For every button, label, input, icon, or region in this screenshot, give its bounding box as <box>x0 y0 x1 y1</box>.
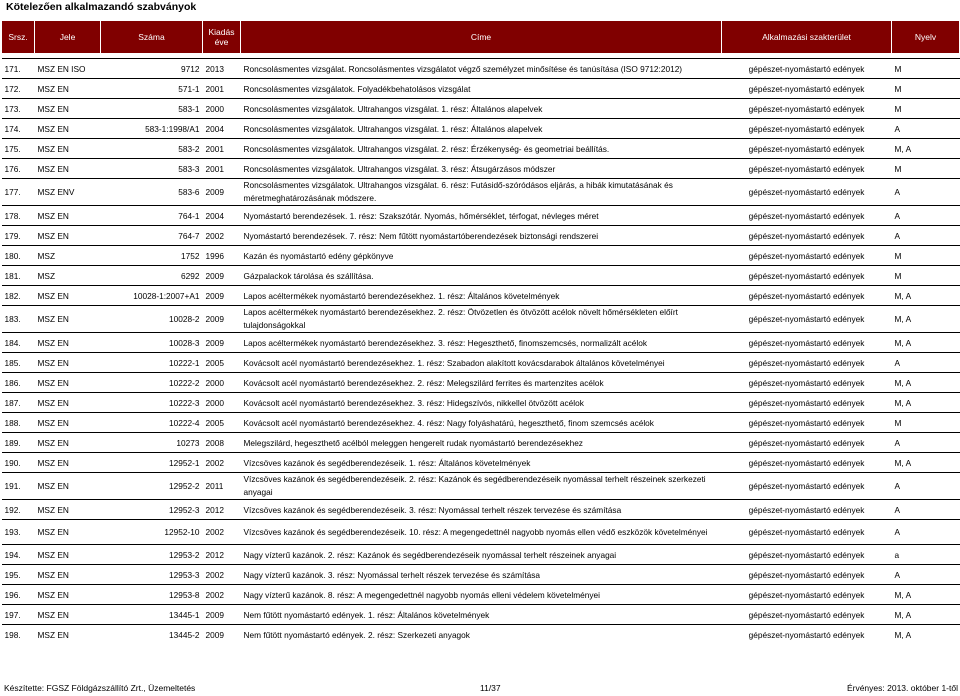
table-row <box>2 413 960 433</box>
cell-issue-year: 2005 <box>203 413 241 433</box>
cell-issue-year: 2002 <box>203 453 241 473</box>
cell-language: M, A <box>892 453 960 473</box>
cell-standard-title: Vízcsöves kazánok és segédberendezéseik. 1. rész: Általános követelmények <box>241 453 722 473</box>
cell-standard-title: Kovácsolt acél nyomástartó berendezésekhez. 3. rész: Hidegszívós, nikkellel ötvözött acélok <box>241 393 722 413</box>
cell-application-field: gépészet-nyomástartó edények <box>722 119 892 139</box>
cell-issue-year: 2002 <box>203 520 241 545</box>
cell-row-number: 183. <box>2 306 35 333</box>
column-header-kiadas-eve: Kiadás éve <box>203 21 241 54</box>
cell-standard-title: Lapos acéltermékek nyomástartó berendezésekhez. 3. rész: Hegeszthető, finomszemcsés, normalizált acélok <box>241 333 722 353</box>
cell-application-field: gépészet-nyomástartó edények <box>722 373 892 393</box>
cell-issue-year: 2001 <box>203 139 241 159</box>
cell-standard-title: Kazán és nyomástartó edény gépkönyve <box>241 246 722 266</box>
cell-application-field: gépészet-nyomástartó edények <box>722 266 892 286</box>
cell-standard-prefix: MSZ EN <box>35 565 101 585</box>
cell-issue-year: 2009 <box>203 333 241 353</box>
cell-standard-prefix: MSZ EN <box>35 520 101 545</box>
footer-validity: Érvényes: 2013. október 1-től <box>846 683 958 693</box>
cell-row-number: 178. <box>2 206 35 226</box>
cell-issue-year: 2005 <box>203 353 241 373</box>
table-row <box>2 306 960 333</box>
cell-standard-title: Kovácsolt acél nyomástartó berendezésekhez. 4. rész: Nagy folyáshatárú, hegeszthető, finom szemcsés acélok <box>241 413 722 433</box>
cell-language: A <box>892 179 960 206</box>
table-row <box>2 585 960 605</box>
cell-standard-title: Vízcsöves kazánok és segédberendezéseik. 3. rész: Nyomással terhelt részek tervezése és számítása <box>241 500 722 520</box>
cell-row-number: 187. <box>2 393 35 413</box>
cell-standard-prefix: MSZ EN <box>35 393 101 413</box>
cell-standard-number: 12952-2 <box>101 473 203 500</box>
cell-standard-title: Roncsolásmentes vizsgálatok. Ultrahangos vizsgálat. 2. rész: Érzékenység- és geometriai beállítás. <box>241 139 722 159</box>
table-row <box>2 545 960 565</box>
cell-application-field: gépészet-nyomástartó edények <box>722 59 892 79</box>
cell-issue-year: 2009 <box>203 179 241 206</box>
cell-row-number: 177. <box>2 179 35 206</box>
cell-standard-number: 12953-2 <box>101 545 203 565</box>
table-row <box>2 453 960 473</box>
cell-row-number: 185. <box>2 353 35 373</box>
footer-page-number: 11/37 <box>480 683 501 693</box>
cell-standard-number: 583-3 <box>101 159 203 179</box>
cell-standard-prefix: MSZ EN <box>35 119 101 139</box>
cell-standard-number: 6292 <box>101 266 203 286</box>
cell-language: A <box>892 565 960 585</box>
cell-standard-prefix: MSZ EN <box>35 500 101 520</box>
cell-standard-prefix: MSZ EN <box>35 433 101 453</box>
table-row <box>2 373 960 393</box>
cell-application-field: gépészet-nyomástartó edények <box>722 520 892 545</box>
cell-language: M <box>892 99 960 119</box>
cell-row-number: 173. <box>2 99 35 119</box>
cell-standard-number: 583-6 <box>101 179 203 206</box>
cell-issue-year: 2000 <box>203 99 241 119</box>
cell-application-field: gépészet-nyomástartó edények <box>722 453 892 473</box>
cell-application-field: gépészet-nyomástartó edények <box>722 565 892 585</box>
cell-application-field: gépészet-nyomástartó edények <box>722 306 892 333</box>
cell-standard-prefix: MSZ EN <box>35 605 101 625</box>
cell-standard-prefix: MSZ EN <box>35 585 101 605</box>
cell-standard-prefix: MSZ EN <box>35 139 101 159</box>
cell-standard-number: 764-7 <box>101 226 203 246</box>
column-header-szakterulet: Alkalmazási szakterület <box>722 21 892 54</box>
standards-table <box>1 20 960 644</box>
cell-standard-number: 10222-1 <box>101 353 203 373</box>
cell-row-number: 191. <box>2 473 35 500</box>
cell-issue-year: 2013 <box>203 59 241 79</box>
cell-row-number: 176. <box>2 159 35 179</box>
cell-application-field: gépészet-nyomástartó edények <box>722 159 892 179</box>
cell-application-field: gépészet-nyomástartó edények <box>722 545 892 565</box>
cell-standard-number: 10028-2 <box>101 306 203 333</box>
table-row <box>2 159 960 179</box>
cell-standard-number: 10222-3 <box>101 393 203 413</box>
cell-language: M <box>892 246 960 266</box>
cell-application-field: gépészet-nyomástartó edények <box>722 179 892 206</box>
cell-row-number: 196. <box>2 585 35 605</box>
cell-standard-number: 10028-1:2007+A1 <box>101 286 203 306</box>
cell-standard-number: 12953-3 <box>101 565 203 585</box>
cell-standard-title: Nyomástartó berendezések. 7. rész: Nem fűtött nyomástartóberendezések biztonsági rendszerei <box>241 226 722 246</box>
cell-application-field: gépészet-nyomástartó edények <box>722 585 892 605</box>
cell-standard-number: 10273 <box>101 433 203 453</box>
cell-standard-number: 13445-2 <box>101 625 203 645</box>
cell-standard-number: 12952-3 <box>101 500 203 520</box>
cell-standard-title: Roncsolásmentes vizsgálat. Roncsolásmentes vizsgálatot végző személyzet minősítése és tanúsítása (ISO 9712:2012) <box>241 59 722 79</box>
column-header-srsz: Srsz. <box>2 21 35 54</box>
cell-standard-prefix: MSZ EN <box>35 625 101 645</box>
cell-standard-prefix: MSZ EN <box>35 333 101 353</box>
cell-row-number: 182. <box>2 286 35 306</box>
cell-language: A <box>892 500 960 520</box>
cell-standard-title: Nyomástartó berendezések. 1. rész: Szakszótár. Nyomás, hőmérséklet, térfogat, névleges méret <box>241 206 722 226</box>
cell-language: M, A <box>892 585 960 605</box>
cell-language: M, A <box>892 605 960 625</box>
table-row <box>2 119 960 139</box>
cell-issue-year: 2012 <box>203 545 241 565</box>
cell-language: M <box>892 59 960 79</box>
cell-language: M <box>892 159 960 179</box>
cell-standard-title: Nagy vízterű kazánok. 8. rész: A megengedettnél nagyobb nyomás elleni védelem követelményei <box>241 585 722 605</box>
cell-standard-title: Nagy vízterű kazánok. 3. rész: Nyomással terhelt részek tervezése és számítása <box>241 565 722 585</box>
cell-row-number: 198. <box>2 625 35 645</box>
cell-standard-prefix: MSZ <box>35 266 101 286</box>
cell-row-number: 174. <box>2 119 35 139</box>
cell-standard-prefix: MSZ EN <box>35 99 101 119</box>
cell-language: a <box>892 545 960 565</box>
table-header <box>2 21 960 54</box>
cell-standard-prefix: MSZ EN <box>35 306 101 333</box>
cell-standard-number: 583-1:1998/A1 <box>101 119 203 139</box>
cell-application-field: gépészet-nyomástartó edények <box>722 393 892 413</box>
cell-standard-number: 764-1 <box>101 206 203 226</box>
cell-standard-title: Roncsolásmentes vizsgálatok. Folyadékbehatolásos vizsgálat <box>241 79 722 99</box>
cell-language: A <box>892 433 960 453</box>
cell-row-number: 179. <box>2 226 35 246</box>
cell-issue-year: 2012 <box>203 500 241 520</box>
cell-standard-prefix: MSZ EN <box>35 453 101 473</box>
table-row <box>2 139 960 159</box>
table-row <box>2 500 960 520</box>
cell-issue-year: 2009 <box>203 286 241 306</box>
cell-standard-title: Roncsolásmentes vizsgálatok. Ultrahangos vizsgálat. 1. rész: Általános alapelvek <box>241 99 722 119</box>
table-row <box>2 393 960 413</box>
cell-standard-number: 583-1 <box>101 99 203 119</box>
cell-standard-prefix: MSZ EN <box>35 353 101 373</box>
cell-row-number: 171. <box>2 59 35 79</box>
cell-standard-number: 9712 <box>101 59 203 79</box>
cell-row-number: 186. <box>2 373 35 393</box>
cell-standard-prefix: MSZ EN <box>35 206 101 226</box>
cell-application-field: gépészet-nyomástartó edények <box>722 473 892 500</box>
page-footer <box>0 683 960 696</box>
table-row <box>2 206 960 226</box>
cell-application-field: gépészet-nyomástartó edények <box>722 433 892 453</box>
cell-language: M <box>892 79 960 99</box>
cell-issue-year: 2004 <box>203 206 241 226</box>
cell-row-number: 192. <box>2 500 35 520</box>
table-row <box>2 59 960 79</box>
cell-standard-title: Nem fűtött nyomástartó edények. 2. rész: Szerkezeti anyagok <box>241 625 722 645</box>
cell-row-number: 188. <box>2 413 35 433</box>
cell-issue-year: 2009 <box>203 625 241 645</box>
cell-issue-year: 2002 <box>203 226 241 246</box>
cell-standard-prefix: MSZ EN ISO <box>35 59 101 79</box>
cell-row-number: 193. <box>2 520 35 545</box>
cell-application-field: gépészet-nyomástartó edények <box>722 625 892 645</box>
table-row <box>2 353 960 373</box>
cell-standard-prefix: MSZ EN <box>35 286 101 306</box>
cell-standard-number: 1752 <box>101 246 203 266</box>
cell-issue-year: 2008 <box>203 433 241 453</box>
cell-language: A <box>892 206 960 226</box>
cell-standard-number: 12953-8 <box>101 585 203 605</box>
cell-issue-year: 2009 <box>203 266 241 286</box>
cell-issue-year: 2000 <box>203 373 241 393</box>
cell-standard-title: Roncsolásmentes vizsgálatok. Ultrahangos vizsgálat. 6. rész: Futásidő-szóródásos eljárás, a hibák kimutatásának és méretmeghatározásának módszere. <box>241 179 722 206</box>
cell-row-number: 189. <box>2 433 35 453</box>
cell-issue-year: 2002 <box>203 565 241 585</box>
cell-language: M, A <box>892 625 960 645</box>
cell-standard-title: Kovácsolt acél nyomástartó berendezésekhez. 2. rész: Melegszilárd ferrites és martenzites acélok <box>241 373 722 393</box>
cell-row-number: 190. <box>2 453 35 473</box>
cell-application-field: gépészet-nyomástartó edények <box>722 500 892 520</box>
cell-language: A <box>892 473 960 500</box>
table-body <box>2 54 960 645</box>
cell-row-number: 175. <box>2 139 35 159</box>
column-header-jele: Jele <box>35 21 101 54</box>
cell-standard-title: Kovácsolt acél nyomástartó berendezésekhez. 1. rész: Szabadon alakított kovácsdarabok általános követelményei <box>241 353 722 373</box>
column-header-nyelv: Nyelv <box>892 21 960 54</box>
cell-standard-title: Lapos acéltermékek nyomástartó berendezésekhez. 2. rész: Ötvözetlen és ötvözött acélok növelt hőmérsékleten előírt tulajdonságokkal <box>241 306 722 333</box>
cell-issue-year: 2002 <box>203 585 241 605</box>
table-row <box>2 286 960 306</box>
cell-language: A <box>892 226 960 246</box>
cell-application-field: gépészet-nyomástartó edények <box>722 139 892 159</box>
cell-standard-title: Nem fűtött nyomástartó edények. 1. rész: Általános követelmények <box>241 605 722 625</box>
cell-standard-title: Gázpalackok tárolása és szállítása. <box>241 266 722 286</box>
cell-standard-prefix: MSZ EN <box>35 226 101 246</box>
cell-standard-number: 583-2 <box>101 139 203 159</box>
cell-row-number: 184. <box>2 333 35 353</box>
cell-standard-number: 10222-4 <box>101 413 203 433</box>
cell-standard-prefix: MSZ EN <box>35 79 101 99</box>
cell-issue-year: 2000 <box>203 393 241 413</box>
table-row <box>2 179 960 206</box>
page-title: Kötelezően alkalmazandó szabványok <box>6 1 197 13</box>
cell-application-field: gépészet-nyomástartó edények <box>722 413 892 433</box>
cell-application-field: gépészet-nyomástartó edények <box>722 226 892 246</box>
table-row <box>2 333 960 353</box>
cell-row-number: 197. <box>2 605 35 625</box>
cell-issue-year: 2004 <box>203 119 241 139</box>
table-row <box>2 565 960 585</box>
cell-standard-title: Nagy vízterű kazánok. 2. rész: Kazánok és segédberendezéseik nyomással terhelt részeinek anyagai <box>241 545 722 565</box>
cell-language: M, A <box>892 306 960 333</box>
cell-standard-title: Melegszilárd, hegeszthető acélból meleggen hengerelt rudak nyomástartó berendezésekhez <box>241 433 722 453</box>
cell-application-field: gépészet-nyomástartó edények <box>722 286 892 306</box>
cell-language: M, A <box>892 373 960 393</box>
table-row <box>2 605 960 625</box>
cell-standard-number: 12952-10 <box>101 520 203 545</box>
cell-standard-prefix: MSZ EN <box>35 373 101 393</box>
table-row <box>2 625 960 645</box>
cell-issue-year: 2001 <box>203 79 241 99</box>
cell-language: M, A <box>892 333 960 353</box>
cell-language: A <box>892 520 960 545</box>
cell-language: M, A <box>892 286 960 306</box>
table-row <box>2 99 960 119</box>
cell-application-field: gépészet-nyomástartó edények <box>722 246 892 266</box>
cell-issue-year: 2001 <box>203 159 241 179</box>
cell-standard-number: 13445-1 <box>101 605 203 625</box>
cell-issue-year: 1996 <box>203 246 241 266</box>
cell-row-number: 180. <box>2 246 35 266</box>
table-row <box>2 520 960 545</box>
cell-standard-prefix: MSZ EN <box>35 159 101 179</box>
cell-standard-title: Vízcsöves kazánok és segédberendezéseik. 2. rész: Kazánok és segédberendezéseik nyomással terhelt részeinek szerkezeti anyagai <box>241 473 722 500</box>
cell-standard-number: 571-1 <box>101 79 203 99</box>
cell-standard-title: Roncsolásmentes vizsgálatok. Ultrahangos vizsgálat. 1. rész: Általános alapelvek <box>241 119 722 139</box>
cell-application-field: gépészet-nyomástartó edények <box>722 99 892 119</box>
table-row <box>2 433 960 453</box>
table-row <box>2 79 960 99</box>
cell-standard-prefix: MSZ EN <box>35 545 101 565</box>
cell-application-field: gépészet-nyomástartó edények <box>722 206 892 226</box>
cell-language: M, A <box>892 139 960 159</box>
table-row <box>2 246 960 266</box>
cell-issue-year: 2009 <box>203 605 241 625</box>
cell-standard-prefix: MSZ <box>35 246 101 266</box>
cell-standard-prefix: MSZ EN <box>35 413 101 433</box>
cell-standard-prefix: MSZ ENV <box>35 179 101 206</box>
cell-application-field: gépészet-nyomástartó edények <box>722 353 892 373</box>
table-row <box>2 226 960 246</box>
cell-language: M, A <box>892 393 960 413</box>
cell-standard-number: 10222-2 <box>101 373 203 393</box>
cell-standard-number: 10028-3 <box>101 333 203 353</box>
cell-row-number: 195. <box>2 565 35 585</box>
table-row <box>2 473 960 500</box>
cell-standard-prefix: MSZ EN <box>35 473 101 500</box>
cell-issue-year: 2009 <box>203 306 241 333</box>
cell-issue-year: 2011 <box>203 473 241 500</box>
cell-standard-title: Lapos acéltermékek nyomástartó berendezésekhez. 1. rész: Általános követelmények <box>241 286 722 306</box>
column-header-szama: Száma <box>101 21 203 54</box>
footer-author: Készítette: FGSZ Földgázszállító Zrt., Üzemeltetés <box>4 683 196 693</box>
cell-row-number: 172. <box>2 79 35 99</box>
column-header-cime: Címe <box>241 21 722 54</box>
cell-language: A <box>892 353 960 373</box>
cell-language: A <box>892 119 960 139</box>
cell-standard-title: Roncsolásmentes vizsgálatok. Ultrahangos vizsgálat. 3. rész: Átsugárzásos módszer <box>241 159 722 179</box>
cell-application-field: gépészet-nyomástartó edények <box>722 79 892 99</box>
cell-application-field: gépészet-nyomástartó edények <box>722 333 892 353</box>
cell-language: M <box>892 266 960 286</box>
cell-row-number: 181. <box>2 266 35 286</box>
cell-application-field: gépészet-nyomástartó edények <box>722 605 892 625</box>
cell-language: M <box>892 413 960 433</box>
table-row <box>2 266 960 286</box>
cell-standard-number: 12952-1 <box>101 453 203 473</box>
cell-standard-title: Vízcsöves kazánok és segédberendezéseik. 10. rész: A megengedettnél nagyobb nyomás ellen védő eszközök követelményei <box>241 520 722 545</box>
cell-row-number: 194. <box>2 545 35 565</box>
